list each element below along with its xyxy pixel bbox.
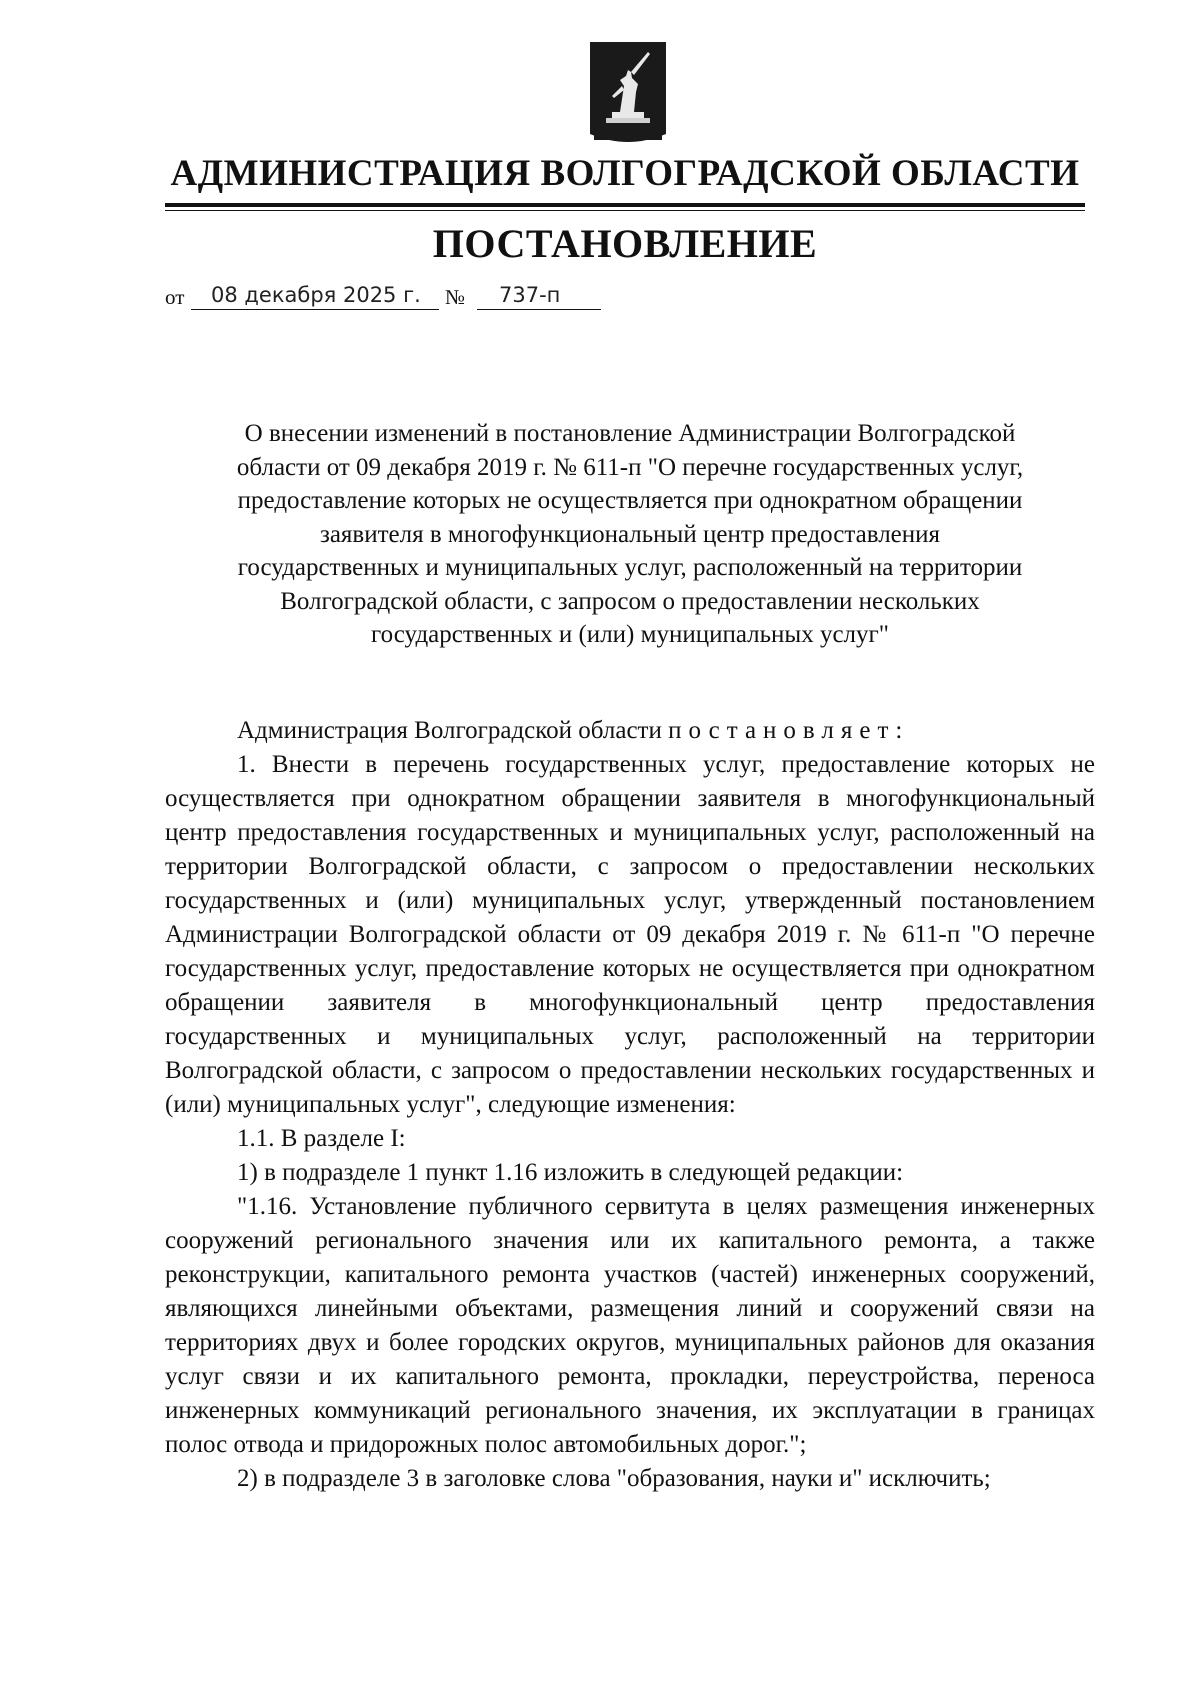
date-number-line (165, 276, 665, 316)
volgograd-coat-of-arms-icon (590, 42, 666, 142)
organization-title: АДМИНИСТРАЦИЯ ВОЛГОГРАДСКОЙ ОБЛАСТИ (170, 153, 1080, 194)
subject-line: О внесении изменений в постановление Администрации Волгоградской (244, 420, 1016, 447)
header-divider-thin (165, 210, 1085, 211)
document-type-title: ПОСТАНОВЛЕНИЕ (432, 221, 818, 266)
body-paragraph: "1.16. Установление публичного сервитута в целях размещения инженерных сооружений регионального значения или их капитального ремонта, а также реконструкции, капитального ремонта участков (частей) инженерных сооружений, являющихся линейными объектами, размещения линий и сооружений связи на территориях двух и более городских округов, муниципальных районов для оказания услуг связи и их капитального ремонта, прокладки, переустройства, переноса инженерных коммуникаций регионального значения, их эксплуатации в границах полос отвода и придорожных полос автомобильных дорог."; (165, 1193, 1095, 1458)
body-paragraph: 1. Внести в перечень государственных услуг, предоставление которых не осуществляется при однократном обращении заявителя в многофункциональный центр предоставления государственных и муниципальных услуг, расположенный на территории Волгоградской области, с запросом о предоставлении нескольких государственных и (или) муниципальных услуг, утвержденный постановлением Администрации Волгоградской области от 09 декабря 2019 г. № 611-п "О перечне государственных услуг, предоставление которых не осуществляется при однократном обращении заявителя в многофункциональный центр предоставления государственных и муниципальных услуг, расположенный на территории Волгоградской области, с запросом о предоставлении нескольких государственных и (или) муниципальных услуг", следующие изменения: (165, 751, 1095, 1118)
header-divider-thick (165, 203, 1085, 207)
body-paragraph: 1.1. В разделе I: (237, 1125, 406, 1152)
body-paragraph: 2) в подразделе 3 в заголовке слова "образования, науки и" исключить; (237, 1465, 991, 1492)
from-label: от (165, 285, 185, 309)
body-paragraph: 1) в подразделе 1 пункт 1.16 изложить в следующей редакции: (237, 1159, 904, 1186)
subject-line: государственных и муниципальных услуг, расположенный на территории (237, 554, 1023, 581)
number-label: № (445, 285, 466, 309)
date-value: 08 декабря 2025 г. (211, 283, 421, 307)
subject-line: заявителя в многофункциональный центр предоставления (319, 520, 941, 548)
resolves-word: постановляет: (668, 717, 910, 744)
number-value: 737-п (499, 283, 561, 307)
preamble (165, 714, 1095, 748)
subject-line: предоставление которых не осуществляется при однократном обращении (237, 487, 1023, 514)
subject-line: Волгоградской области, с запросом о предоставлении нескольких (280, 587, 980, 615)
document-subject (165, 417, 1095, 652)
date-field (191, 277, 439, 310)
preamble-text: Администрация Волгоградской области (237, 717, 669, 744)
number-field (477, 277, 601, 310)
subject-line: области от 09 декабря 2019 г. № 611-п "О перечне государственных услуг, (236, 453, 1024, 481)
subject-line: государственных и (или) муниципальных услуг" (371, 621, 889, 648)
document-body (165, 714, 1095, 1496)
